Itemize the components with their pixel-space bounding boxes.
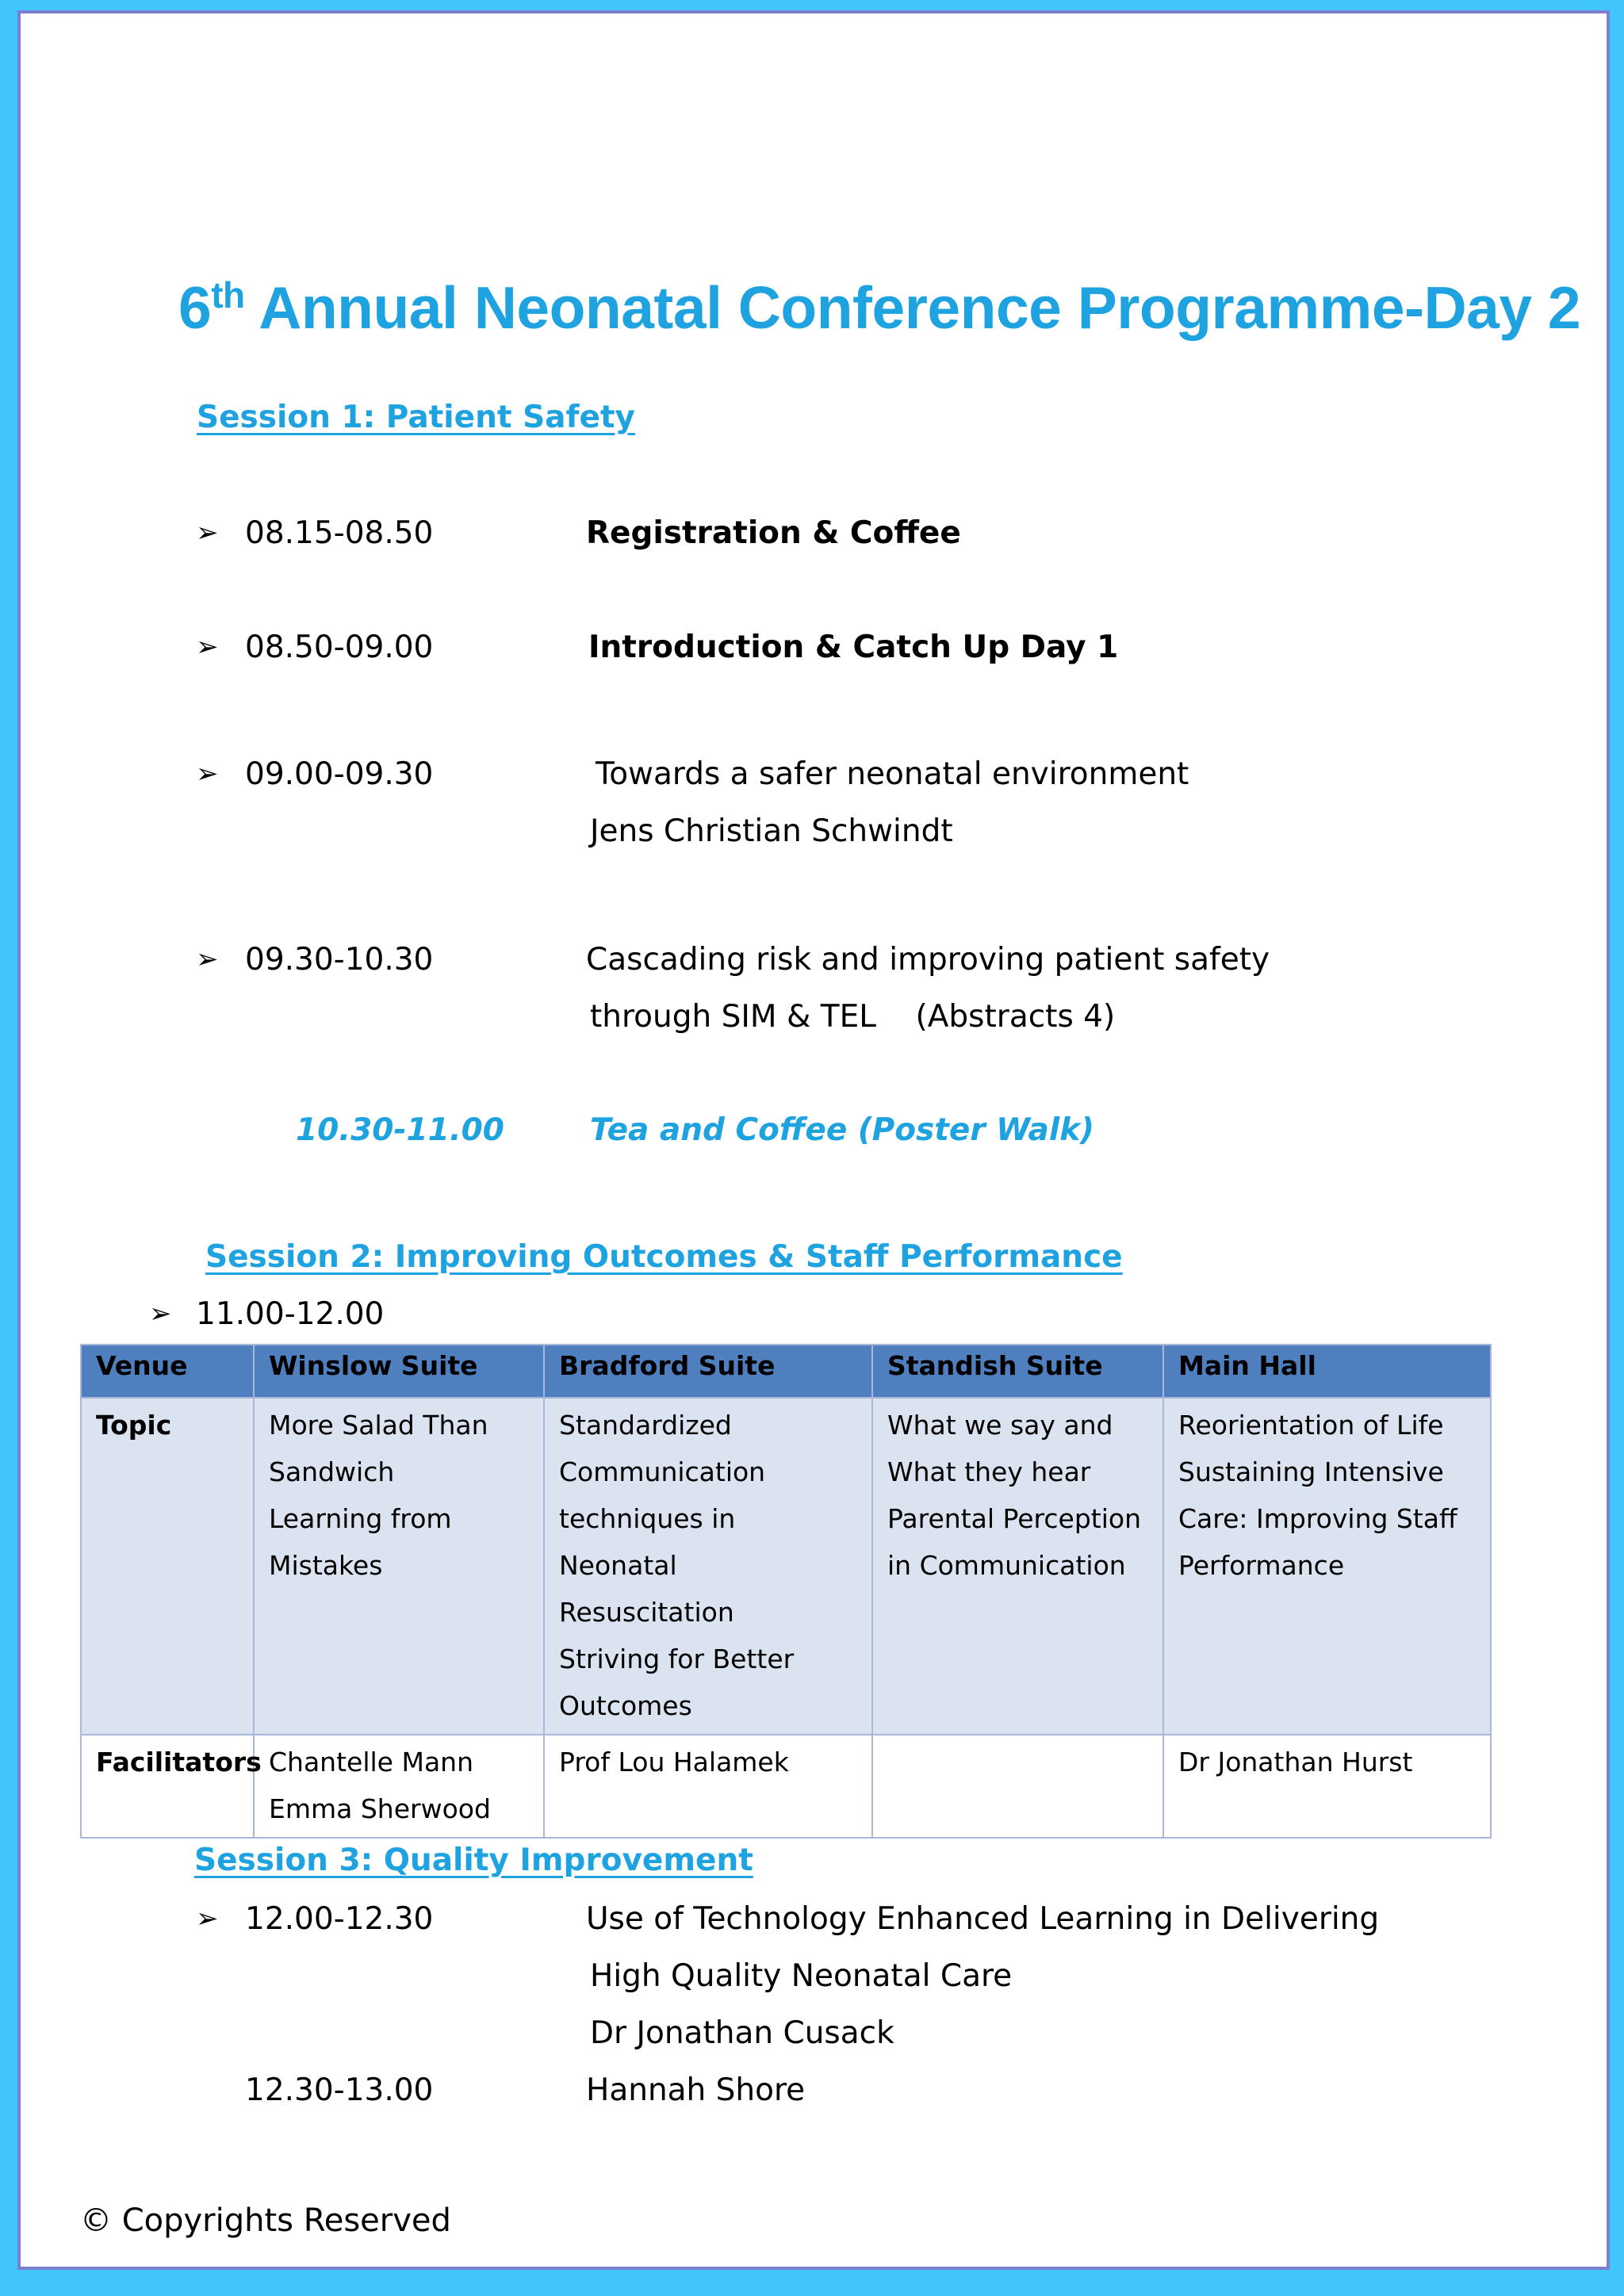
- row-label-facilitators: Facilitators: [81, 1735, 254, 1838]
- session-3-item-1-speaker: Dr Jonathan Cusack: [590, 2015, 894, 2051]
- facilitator-name: Prof Lou Halamek: [559, 1747, 789, 1777]
- topic-line: Mistakes: [269, 1550, 383, 1581]
- table-row-topic: [81, 1398, 1491, 1735]
- session-2-time: 11.00-12.00: [196, 1296, 385, 1332]
- topic-cell-standish: [872, 1398, 1163, 1735]
- session-1-item-1-time: 08.15-08.50: [245, 515, 434, 551]
- topic-line: Parental Perception: [887, 1503, 1141, 1534]
- row-label-topic: Topic: [81, 1398, 254, 1735]
- topic-line: Sustaining Intensive: [1178, 1456, 1444, 1487]
- session-1-item-4-title-line-2: through SIM & TEL (Abstracts 4): [590, 999, 1116, 1035]
- topic-cell-main-hall: [1163, 1398, 1491, 1735]
- bullet-arrow-icon: ➢: [196, 517, 219, 549]
- facilitator-name: Chantelle Mann: [269, 1747, 473, 1777]
- table-header-row: [81, 1345, 1491, 1398]
- page-title: [178, 274, 1580, 342]
- session-1-item-1-title: Registration & Coffee: [586, 515, 961, 551]
- breakout-schedule-table: [80, 1344, 1492, 1839]
- session-3-item-2-time: 12.30-13.00: [245, 2072, 434, 2108]
- topic-line: More Salad Than: [269, 1410, 488, 1441]
- topic-line: What we say and: [887, 1410, 1113, 1441]
- facilitator-name: Dr Jonathan Hurst: [1178, 1747, 1413, 1777]
- break-time: 10.30-11.00: [296, 1112, 504, 1148]
- session-2-heading: Session 2: Improving Outcomes & Staff Performance: [205, 1239, 1123, 1275]
- session-1-item-2-title: Introduction & Catch Up Day 1: [588, 629, 1119, 665]
- topic-line: techniques in Neonatal: [559, 1503, 736, 1581]
- break-label: Tea and Coffee (Poster Walk): [590, 1112, 1094, 1148]
- topic-line: Outcomes: [559, 1690, 692, 1721]
- facilitator-cell-standish: [872, 1735, 1163, 1838]
- topic-cell-bradford: [544, 1398, 872, 1735]
- copyright-notice: © Copyrights Reserved: [80, 2202, 451, 2239]
- facilitator-cell-main-hall: [1163, 1735, 1491, 1838]
- topic-line: in Communication: [887, 1550, 1126, 1581]
- bullet-arrow-icon: ➢: [196, 943, 219, 975]
- topic-line: Reorientation of Life: [1178, 1410, 1444, 1441]
- session-3-item-1-title: Use of Technology Enhanced Learning in Delivering: [586, 1901, 1380, 1937]
- title-ordinal-number: 6: [178, 274, 212, 341]
- bullet-arrow-icon: ➢: [196, 758, 219, 790]
- session-1-heading: Session 1: Patient Safety: [197, 400, 635, 435]
- facilitator-name: Emma Sherwood: [269, 1793, 491, 1824]
- topic-line: Resuscitation: [559, 1597, 734, 1628]
- topic-cell-winslow: [254, 1398, 544, 1735]
- topic-line: What they hear: [887, 1456, 1091, 1487]
- session-1-item-2-time: 08.50-09.00: [245, 629, 434, 665]
- session-1-item-3-title: Towards a safer neonatal environment: [596, 756, 1189, 792]
- session-1-item-3-speaker: Jens Christian Schwindt: [590, 813, 953, 849]
- session-3-heading: Session 3: Quality Improvement: [194, 1843, 753, 1878]
- header-standish-suite: Standish Suite: [872, 1345, 1163, 1398]
- facilitator-cell-winslow: [254, 1735, 544, 1838]
- header-main-hall: Main Hall: [1163, 1345, 1491, 1398]
- bullet-arrow-icon: ➢: [149, 1298, 172, 1330]
- header-winslow-suite: Winslow Suite: [254, 1345, 544, 1398]
- topic-line: Care: Improving Staff: [1178, 1503, 1457, 1534]
- topic-line: Communication: [559, 1456, 766, 1487]
- header-venue: Venue: [81, 1345, 254, 1398]
- bullet-arrow-icon: ➢: [196, 631, 219, 663]
- session-1-item-4-time: 09.30-10.30: [245, 942, 434, 978]
- title-ordinal-suffix: th: [211, 274, 245, 316]
- session-3-item-2-speaker: Hannah Shore: [586, 2072, 806, 2108]
- header-bradford-suite: Bradford Suite: [544, 1345, 872, 1398]
- topic-line: Sandwich: [269, 1456, 395, 1487]
- topic-line: Performance: [1178, 1550, 1345, 1581]
- session-3-item-1-time: 12.00-12.30: [245, 1901, 434, 1937]
- topic-line: Learning from: [269, 1503, 452, 1534]
- facilitator-cell-bradford: [544, 1735, 872, 1838]
- session-1-item-3-time: 09.00-09.30: [245, 756, 434, 792]
- topic-line: Striving for Better: [559, 1644, 795, 1674]
- topic-line: Standardized: [559, 1410, 732, 1441]
- title-text: Annual Neonatal Conference Programme-Day 2: [259, 274, 1581, 341]
- table-row-facilitators: [81, 1735, 1491, 1838]
- session-1-item-4-title: Cascading risk and improving patient safety: [586, 942, 1270, 978]
- bullet-arrow-icon: ➢: [196, 1903, 219, 1934]
- session-3-item-1-title-line-2: High Quality Neonatal Care: [590, 1958, 1013, 1994]
